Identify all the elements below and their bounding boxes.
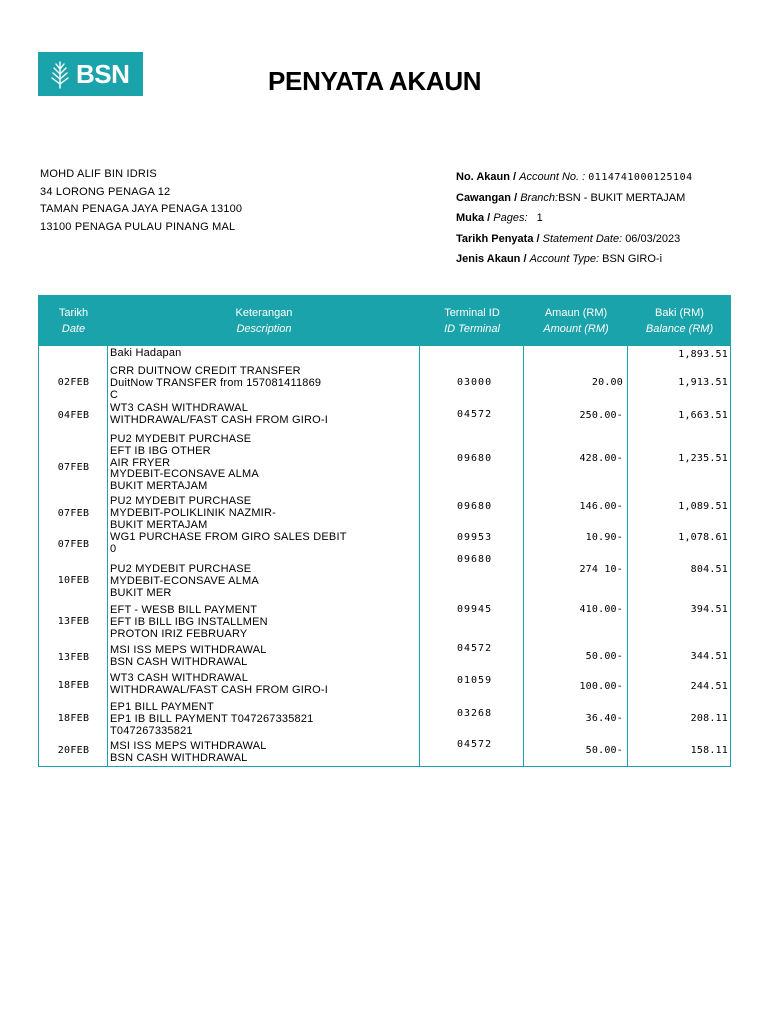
transaction-description bbox=[110, 434, 410, 493]
transaction-description bbox=[110, 403, 410, 427]
description-line: DuitNow TRANSFER from 157081411869 bbox=[110, 376, 322, 389]
header-date bbox=[39, 305, 108, 337]
header-amount bbox=[524, 305, 628, 337]
description-line: C bbox=[110, 388, 119, 401]
pages-label-en: Pages: bbox=[493, 212, 528, 225]
logo-text: BSN bbox=[76, 58, 130, 89]
account-number-label-en: Account No. : bbox=[519, 171, 586, 183]
branch-row bbox=[456, 192, 693, 213]
transaction-amount: 100.00- bbox=[579, 681, 623, 692]
description-line: EFT IB BILL IBG INSTALLMEN bbox=[110, 615, 268, 628]
description-line: T047267335821 bbox=[110, 724, 193, 737]
account-type-value: BSN GIRO-i bbox=[602, 253, 663, 266]
description-line: MYDEBIT-ECONSAVE ALMA bbox=[110, 468, 259, 481]
terminal-id: 09680 bbox=[457, 501, 493, 512]
description-line: BSN CASH WITHDRAWAL bbox=[110, 655, 248, 668]
running-balance: 1,913.51 bbox=[678, 377, 728, 388]
customer-name: MOHD ALIF BIN IDRIS bbox=[40, 168, 157, 180]
description-line: EFT - WESB BILL PAYMENT bbox=[110, 604, 258, 616]
bsn-logo bbox=[38, 52, 143, 96]
transaction-description bbox=[110, 645, 410, 669]
terminal-id: 09680 bbox=[457, 453, 493, 464]
account-info bbox=[456, 171, 693, 274]
description-line: AIR FRYER bbox=[110, 456, 171, 469]
description-line: BUKIT MERTAJAM bbox=[110, 480, 208, 493]
transaction-description bbox=[110, 532, 410, 556]
transaction-amount: 36.40- bbox=[585, 713, 623, 724]
statement-date-value: 06/03/2023 bbox=[625, 232, 681, 245]
header-amount-en: Amount (RM) bbox=[543, 323, 609, 335]
header-date-en: Date bbox=[61, 323, 86, 335]
description-line: WITHDRAWAL/FAST CASH FROM GIRO-I bbox=[110, 413, 329, 426]
running-balance: 1,235.51 bbox=[678, 453, 728, 464]
address-line-3: 13100 PENAGA PULAU PINANG MAL bbox=[40, 220, 236, 233]
transaction-description bbox=[110, 496, 410, 531]
description-line: MYDEBIT-POLIKLINIK NAZMIR- bbox=[110, 506, 276, 519]
table-body bbox=[39, 346, 730, 766]
running-balance: 1,893.51 bbox=[678, 349, 728, 360]
transaction-description bbox=[110, 605, 410, 640]
customer-address bbox=[40, 166, 242, 236]
terminal-id: 04572 bbox=[457, 739, 493, 750]
terminal-id: 09945 bbox=[457, 604, 493, 615]
transaction-date: 13FEB bbox=[57, 616, 90, 627]
description-line: MSI ISS MEPS WITHDRAWAL bbox=[110, 740, 267, 752]
header-description bbox=[108, 305, 420, 337]
branch-label-bm: Cawangan / bbox=[456, 191, 518, 204]
terminal-id: 09953 bbox=[457, 532, 493, 543]
description-line: WG1 PURCHASE FROM GIRO SALES DEBIT bbox=[110, 531, 347, 543]
address-line-2: TAMAN PENAGA JAYA PENAGA 13100 bbox=[40, 203, 243, 215]
description-line: Baki Hadapan bbox=[110, 347, 182, 359]
description-line: MSI ISS MEPS WITHDRAWAL bbox=[110, 644, 267, 656]
transaction-date: 02FEB bbox=[57, 377, 90, 388]
header-description-bm: Keterangan bbox=[235, 307, 293, 319]
terminal-id: 04572 bbox=[457, 643, 493, 654]
transaction-amount: 20.00 bbox=[591, 377, 623, 388]
description-line: CRR DUITNOW CREDIT TRANSFER bbox=[110, 365, 301, 377]
tree-logo-icon bbox=[48, 58, 72, 90]
transaction-date: 04FEB bbox=[57, 410, 90, 421]
description-line: EP1 BILL PAYMENT bbox=[110, 701, 214, 713]
terminal-id: 03268 bbox=[457, 708, 493, 719]
running-balance: 244.51 bbox=[690, 681, 728, 692]
transaction-description bbox=[110, 741, 410, 765]
description-line: EP1 IB BILL PAYMENT T047267335821 bbox=[110, 712, 314, 725]
transaction-amount: 50.00- bbox=[585, 745, 623, 756]
transaction-date: 07FEB bbox=[57, 539, 90, 550]
description-line: WITHDRAWAL/FAST CASH FROM GIRO-I bbox=[110, 683, 329, 696]
transaction-date: 20FEB bbox=[57, 745, 90, 756]
running-balance: 1,078.61 bbox=[678, 532, 728, 543]
description-line: BUKIT MER bbox=[110, 586, 172, 599]
description-line: WT3 CASH WITHDRAWAL bbox=[110, 402, 249, 414]
description-line: PROTON IRIZ FEBRUARY bbox=[110, 627, 248, 640]
transaction-description bbox=[110, 702, 410, 737]
transaction-amount: 146.00- bbox=[579, 501, 623, 512]
transaction-date: 07FEB bbox=[57, 508, 90, 519]
account-number-label-bm: No. Akaun / bbox=[456, 171, 517, 183]
terminal-id: 01059 bbox=[457, 675, 493, 686]
running-balance: 344.51 bbox=[690, 651, 728, 662]
branch-value: BSN - BUKIT MERTAJAM bbox=[558, 191, 686, 204]
statement-date-label-en: Statement Date: bbox=[542, 232, 623, 245]
branch-label-en: Branch: bbox=[520, 191, 559, 204]
pages-value: 1 bbox=[536, 212, 543, 225]
description-line: WT3 CASH WITHDRAWAL bbox=[110, 672, 249, 684]
transaction-amount: 10.90- bbox=[585, 532, 623, 543]
header-amount-bm: Amaun (RM) bbox=[544, 307, 608, 319]
description-line: MYDEBIT-ECONSAVE ALMA bbox=[110, 574, 259, 587]
header-balance-en: Balance (RM) bbox=[645, 323, 714, 335]
header-balance-bm: Baki (RM) bbox=[655, 307, 704, 319]
terminal-id: 09680 bbox=[457, 554, 493, 565]
description-line: BSN CASH WITHDRAWAL bbox=[110, 751, 248, 764]
transaction-description bbox=[110, 366, 410, 401]
running-balance: 1,089.51 bbox=[678, 501, 728, 512]
running-balance: 394.51 bbox=[690, 604, 728, 615]
description-line: EFT IB IBG OTHER bbox=[110, 444, 211, 457]
page-title: PENYATA AKAUN bbox=[268, 66, 482, 96]
table-header bbox=[39, 296, 730, 346]
header-terminal bbox=[420, 305, 524, 337]
description-line: PU2 MYDEBIT PURCHASE bbox=[110, 433, 252, 445]
transaction-date: 07FEB bbox=[57, 462, 90, 473]
transactions-table bbox=[38, 295, 731, 767]
description-line: 0 bbox=[110, 542, 117, 555]
account-type-row bbox=[456, 253, 693, 274]
transaction-amount: 410.00- bbox=[579, 604, 623, 615]
header-date-bm: Tarikh bbox=[58, 307, 89, 319]
description-line: PU2 MYDEBIT PURCHASE bbox=[110, 563, 252, 575]
statement-date-row bbox=[456, 233, 693, 254]
running-balance: 804.51 bbox=[690, 564, 728, 575]
pages-label-bm: Muka / bbox=[456, 212, 491, 225]
transaction-date: 18FEB bbox=[57, 680, 90, 691]
header-terminal-bm: Terminal ID bbox=[444, 307, 500, 319]
transaction-description bbox=[110, 348, 410, 360]
transaction-amount: 50.00- bbox=[585, 651, 623, 662]
pages-row bbox=[456, 212, 693, 233]
description-line: BUKIT MERTAJAM bbox=[110, 518, 208, 531]
transaction-amount: 274 10- bbox=[579, 564, 623, 575]
running-balance: 1,663.51 bbox=[678, 410, 728, 421]
header-balance bbox=[628, 305, 731, 337]
account-number-value: 0114741000125104 bbox=[588, 172, 693, 183]
account-number-row bbox=[456, 171, 693, 192]
account-type-label-bm: Jenis Akaun / bbox=[456, 253, 527, 266]
running-balance: 208.11 bbox=[690, 713, 728, 724]
transaction-date: 13FEB bbox=[57, 652, 90, 663]
transaction-description bbox=[110, 673, 410, 697]
transaction-amount: 428.00- bbox=[579, 453, 623, 464]
terminal-id: 03000 bbox=[457, 377, 493, 388]
transaction-date: 18FEB bbox=[57, 713, 90, 724]
transaction-amount: 250.00- bbox=[579, 410, 623, 421]
terminal-id: 04572 bbox=[457, 409, 493, 420]
transaction-date: 10FEB bbox=[57, 575, 90, 586]
address-line-1: 34 LORONG PENAGA 12 bbox=[40, 185, 171, 198]
account-type-label-en: Account Type: bbox=[529, 253, 600, 266]
transaction-description bbox=[110, 564, 410, 599]
header-description-en: Description bbox=[236, 323, 292, 335]
description-line: PU2 MYDEBIT PURCHASE bbox=[110, 495, 252, 507]
header-terminal-en: ID Terminal bbox=[444, 323, 500, 335]
statement-date-label-bm: Tarikh Penyata / bbox=[456, 232, 540, 245]
running-balance: 158.11 bbox=[690, 745, 728, 756]
